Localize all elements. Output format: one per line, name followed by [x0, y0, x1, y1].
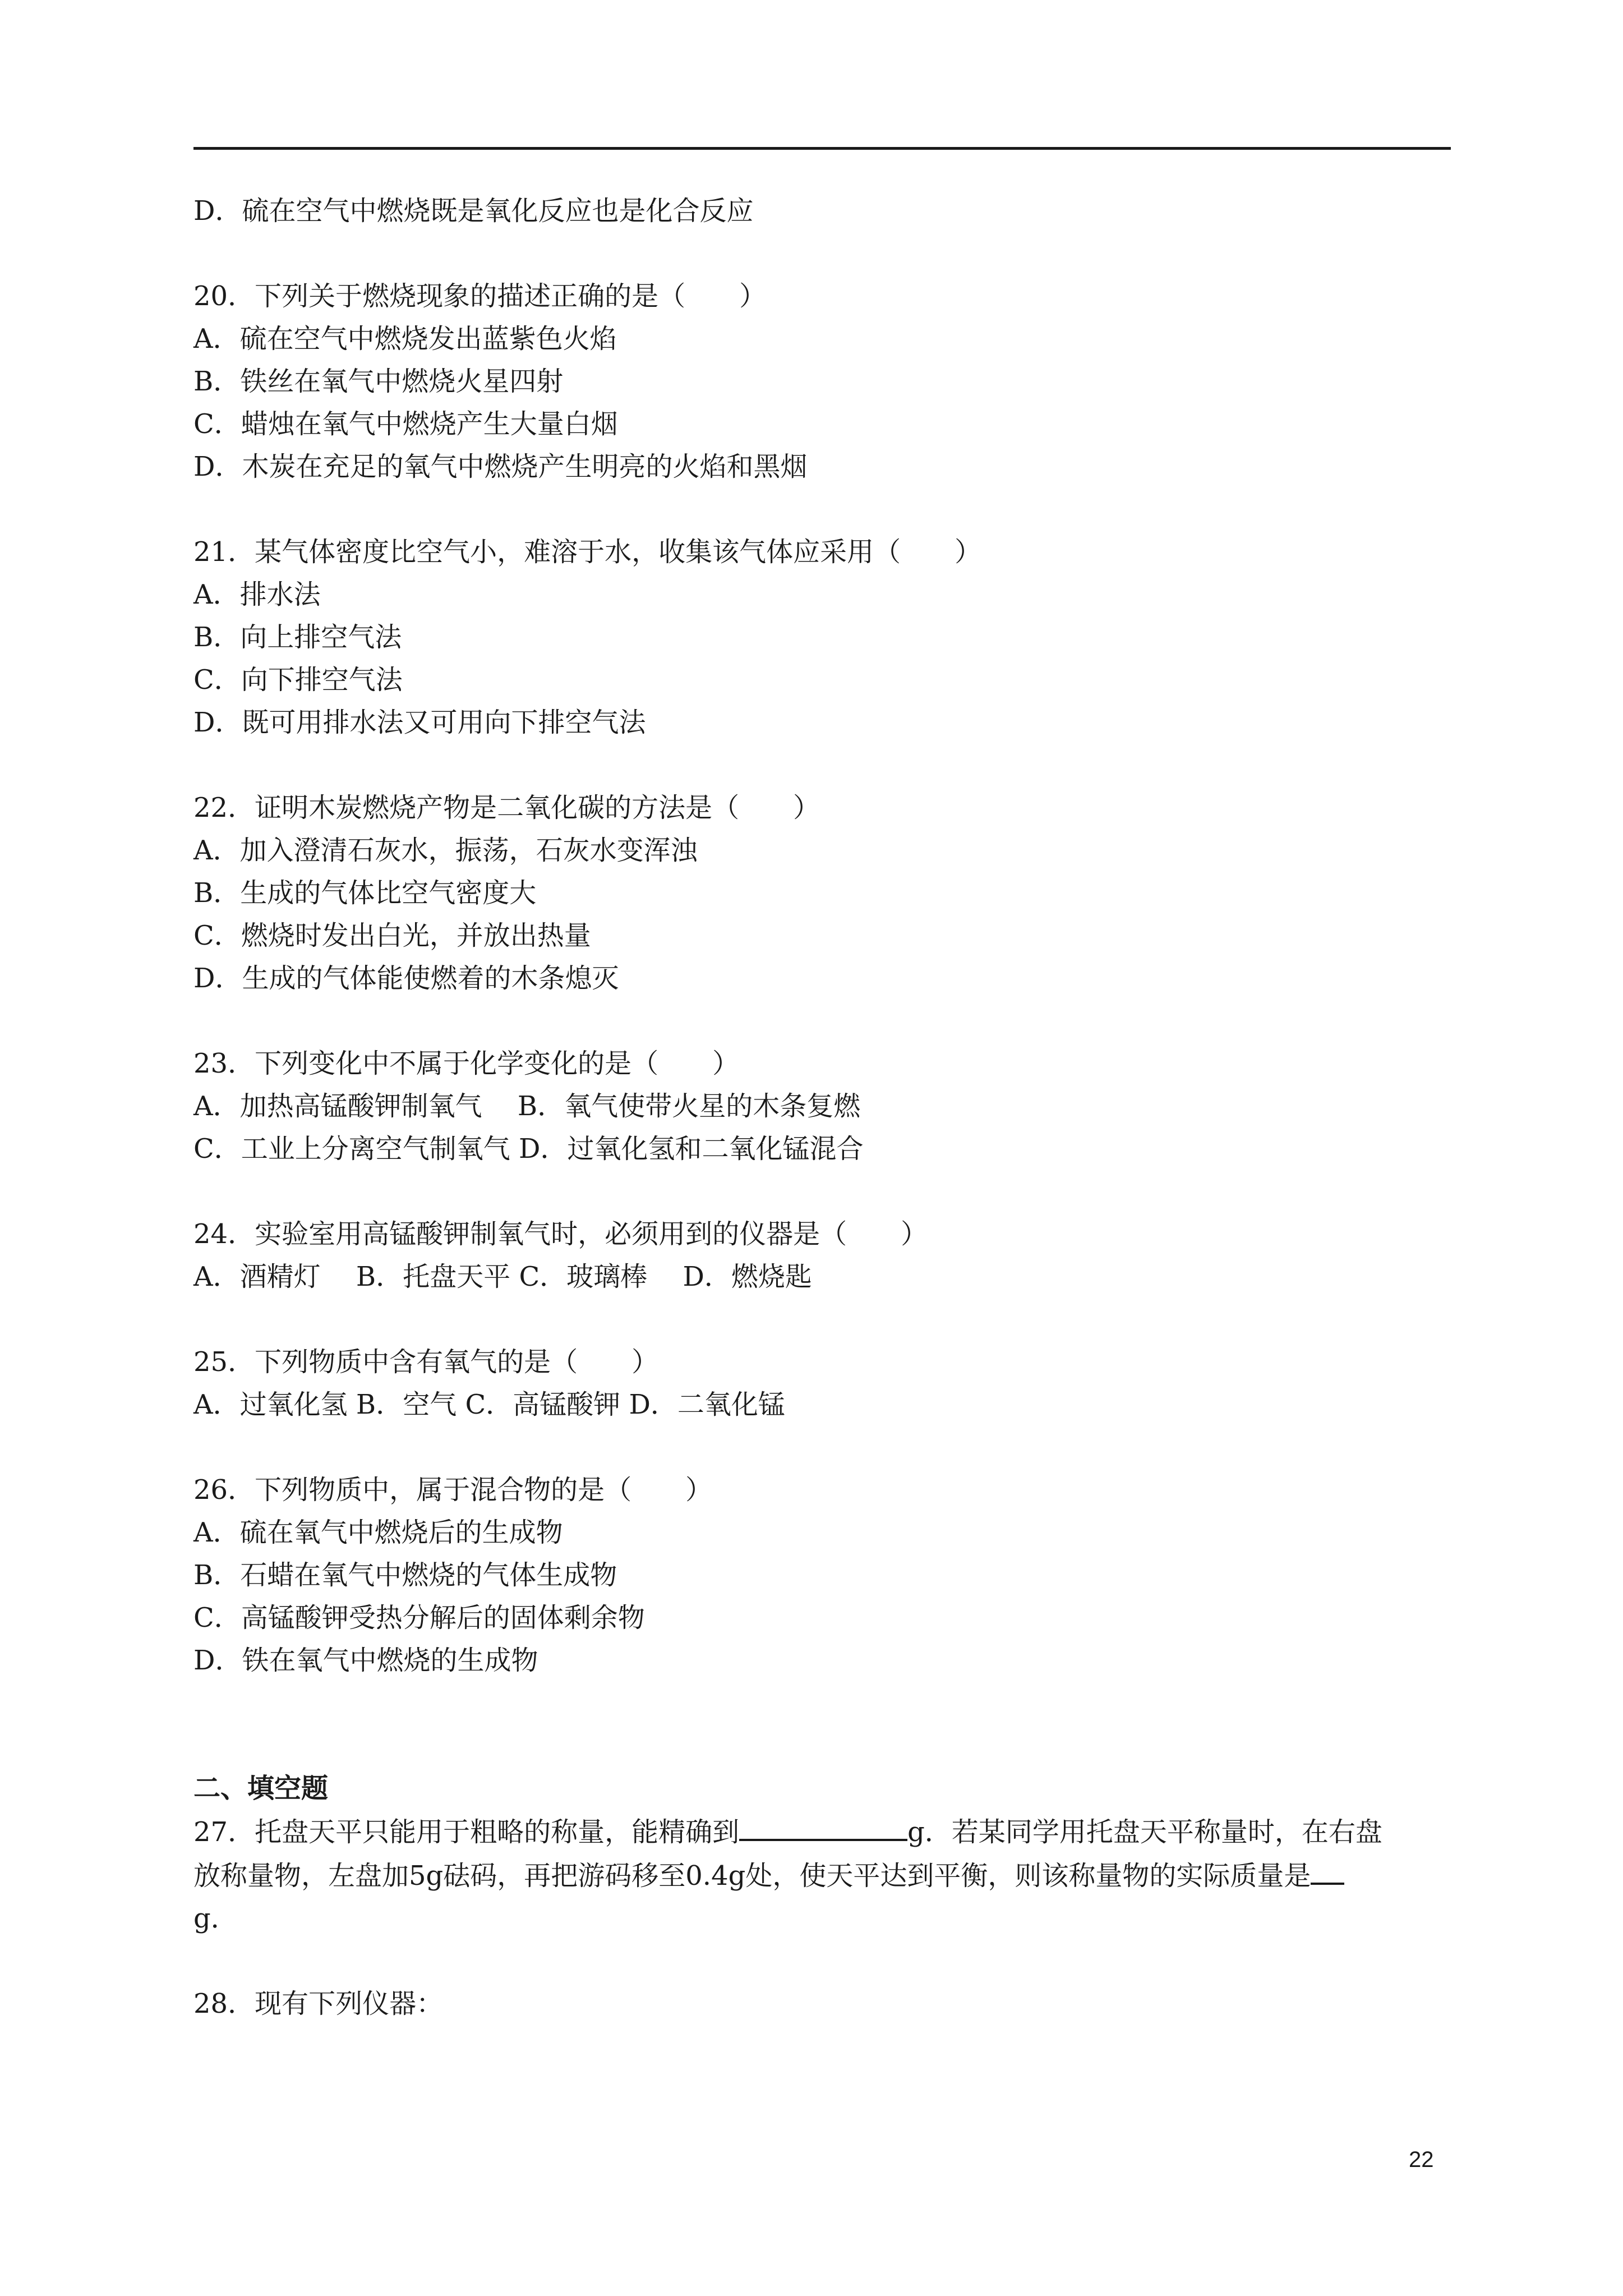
question-23 — [193, 1042, 1451, 1170]
q20-option-b: B．铁丝在氧气中燃烧火星四射 — [193, 366, 564, 397]
question-25 — [193, 1341, 1451, 1426]
page-number: 22 — [1409, 2147, 1434, 2172]
spacer — [193, 1000, 1451, 1042]
spacer — [193, 1298, 1451, 1341]
spacer — [193, 1682, 1451, 1767]
q24-options-row: A．酒精灯 B．托盘天平 C．玻璃棒 D．燃烧匙 — [193, 1261, 812, 1292]
q28-stem: 28．现有下列仪器： — [193, 1988, 444, 2019]
q20-option-c: C．蜡烛在氧气中燃烧产生大量白烟 — [193, 408, 618, 440]
q22-option-d: D．生成的气体能使燃着的木条熄灭 — [193, 963, 619, 994]
question-27 — [193, 1810, 1451, 1940]
q21-option-b: B．向上排空气法 — [193, 622, 402, 653]
question-26 — [193, 1469, 1451, 1682]
question-24 — [193, 1213, 1451, 1298]
q27-answer-blank-1[interactable] — [739, 1810, 907, 1841]
spacer — [193, 488, 1451, 531]
spacer — [193, 1940, 1451, 1982]
spacer — [193, 1426, 1451, 1469]
q20-stem: 20．下列关于燃烧现象的描述正确的是（ ） — [193, 280, 767, 312]
question-22 — [193, 786, 1451, 1000]
q23-stem: 23．下列变化中不属于化学变化的是（ ） — [193, 1048, 740, 1079]
question-21 — [193, 531, 1451, 744]
q22-option-b: B．生成的气体比空气密度大 — [193, 877, 537, 909]
q19-option-d: D．硫在空气中燃烧既是氧化反应也是化合反应 — [193, 195, 754, 227]
q24-stem: 24．实验室用高锰酸钾制氧气时，必须用到的仪器是（ ） — [193, 1218, 928, 1250]
q26-stem: 26．下列物质中，属于混合物的是（ ） — [193, 1474, 713, 1506]
q22-stem: 22．证明木炭燃烧产物是二氧化碳的方法是（ ） — [193, 792, 820, 823]
q26-option-a: A．硫在氧气中燃烧后的生成物 — [193, 1517, 563, 1548]
question-20 — [193, 275, 1451, 488]
q27-text-1a: 27．托盘天平只能用于粗略的称量，能精确到 — [193, 1816, 740, 1848]
page-content — [193, 190, 1451, 2025]
q27-line-2 — [193, 1853, 1451, 1897]
q27-answer-blank-2[interactable] — [1311, 1853, 1344, 1885]
spacer — [193, 744, 1451, 786]
q27-line-1 — [193, 1810, 1451, 1853]
spacer — [193, 232, 1451, 275]
q20-option-d: D．木炭在充足的氧气中燃烧产生明亮的火焰和黑烟 — [193, 451, 808, 482]
q26-option-c: C．高锰酸钾受热分解后的固体剩余物 — [193, 1602, 645, 1634]
q26-option-b: B．石蜡在氧气中燃烧的气体生成物 — [193, 1559, 617, 1591]
spacer — [193, 1170, 1451, 1213]
q27-text-2a: 放称量物，左盘加5g砝码，再把游码移至0.4g处，使天平达到平衡，则该称量物的实际质量是 — [193, 1860, 1311, 1892]
q25-stem: 25．下列物质中含有氧气的是（ ） — [193, 1346, 659, 1378]
q21-stem: 21．某气体密度比空气小，难溶于水，收集该气体应采用（ ） — [193, 536, 982, 568]
q22-option-c: C．燃烧时发出白光，并放出热量 — [193, 920, 591, 951]
q27-line-3: g． — [193, 1903, 238, 1934]
q21-option-c: C．向下排空气法 — [193, 664, 403, 696]
q21-option-a: A．排水法 — [193, 579, 321, 610]
q23-options-row-1: A．加热高锰酸钾制氧气 B．氧气使带火星的木条复燃 — [193, 1091, 861, 1122]
q22-option-a: A．加入澄清石灰水，振荡，石灰水变浑浊 — [193, 835, 698, 866]
q21-option-d: D．既可用排水法又可用向下排空气法 — [193, 707, 646, 738]
q25-options-row: A．过氧化氢 B．空气 C．高锰酸钾 D．二氧化锰 — [193, 1389, 785, 1420]
q26-option-d: D．铁在氧气中燃烧的生成物 — [193, 1645, 538, 1676]
q20-option-a: A．硫在空气中燃烧发出蓝紫色火焰 — [193, 323, 617, 355]
q27-text-1b: g．若某同学用托盘天平称量时，在右盘 — [907, 1816, 1382, 1848]
section-heading-fill-in: 二、填空题 — [193, 1773, 329, 1804]
q23-options-row-2: C．工业上分离空气制氧气 D．过氧化氢和二氧化锰混合 — [193, 1133, 864, 1165]
header-rule — [193, 147, 1451, 150]
